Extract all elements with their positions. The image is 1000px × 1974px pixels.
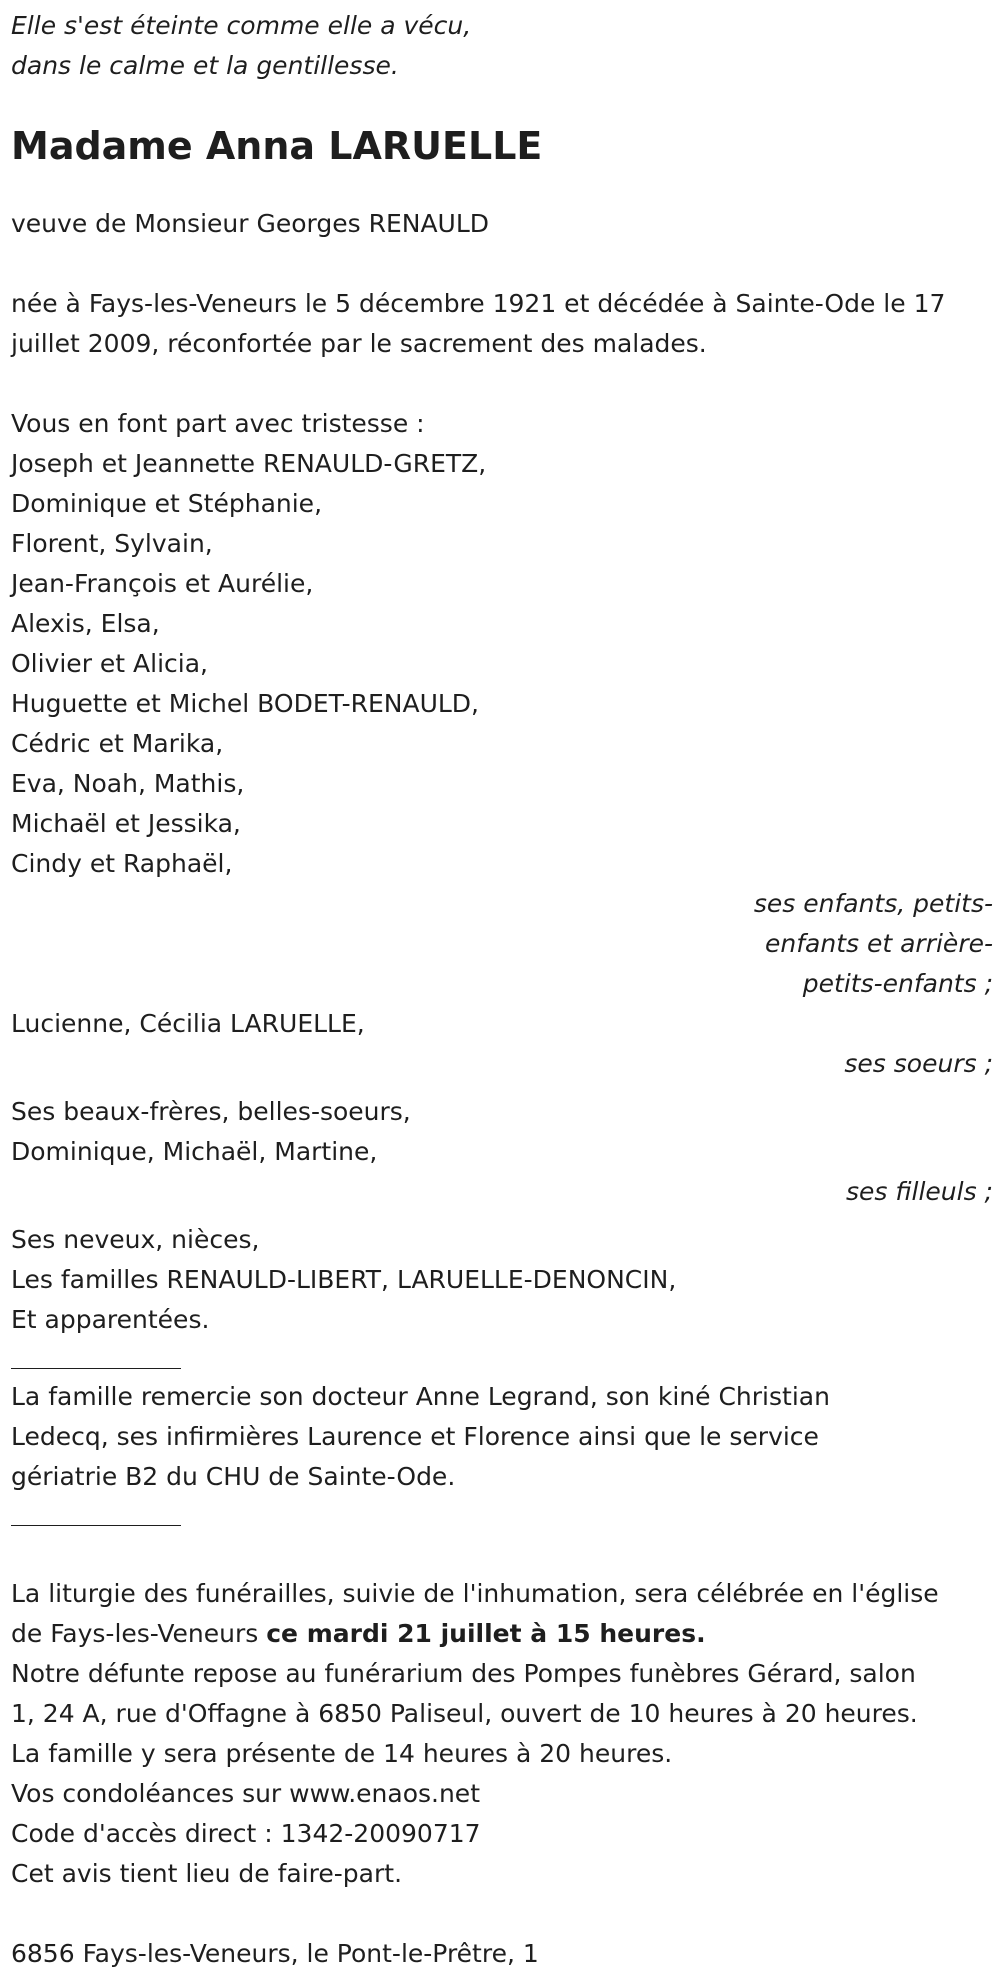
thanks-line: gériatrie B2 du CHU de Sainte-Ode. xyxy=(11,1462,456,1491)
funeral-date-time: ce mardi 21 juillet à 15 heures. xyxy=(266,1619,706,1648)
relation-line: ses enfants, petits- xyxy=(753,889,993,918)
detail-line: La famille y sera présente de 14 heures à 20 heures. xyxy=(11,1739,673,1768)
godchildren-relation: ses filleuls ; xyxy=(846,1177,993,1206)
access-code-line: Code d'accès direct : 1342-20090717 xyxy=(11,1819,481,1848)
widow-of: veuve de Monsieur Georges RENAULD xyxy=(11,209,490,238)
detail-line: Cet avis tient lieu de faire-part. xyxy=(11,1859,403,1888)
family-relation xyxy=(11,884,993,1004)
sisters: Lucienne, Cécilia LARUELLE, xyxy=(11,1009,365,1038)
birth-death-line-2: juillet 2009, réconfortée par le sacrement des malades. xyxy=(11,329,707,358)
funeral-line-1: La liturgie des funérailles, suivie de l'inhumation, sera célébrée en l'église xyxy=(11,1579,939,1608)
family-member: Michaël et Jessika, xyxy=(11,809,241,838)
condolences-line: Vos condoléances sur www.enaos.net xyxy=(11,1779,480,1808)
separator-rule xyxy=(11,1340,181,1369)
announcement-intro: Vous en font part avec tristesse : xyxy=(11,409,425,438)
family-member: Eva, Noah, Mathis, xyxy=(11,769,245,798)
birth-death-line-1: née à Fays-les-Veneurs le 5 décembre 1921 et décédée à Sainte-Ode le 17 xyxy=(11,289,946,318)
epitaph-line-2: dans le calme et la gentillesse. xyxy=(11,51,399,80)
relation-line: petits-enfants ; xyxy=(802,969,993,998)
detail-line: 1, 24 A, rue d'Offagne à 6850 Paliseul, ouvert de 10 heures à 20 heures. xyxy=(11,1699,918,1728)
other-relatives: Les familles RENAULD-LIBERT, LARUELLE-DENONCIN, xyxy=(11,1265,677,1294)
family-member: Joseph et Jeannette RENAULD-GRETZ, xyxy=(11,449,487,478)
family-list xyxy=(11,444,993,884)
thanks-line: La famille remercie son docteur Anne Legrand, son kiné Christian xyxy=(11,1382,830,1411)
family-member: Huguette et Michel BODET-RENAULD, xyxy=(11,689,480,718)
other-relatives: Ses neveux, nièces, xyxy=(11,1225,260,1254)
funeral-place: de Fays-les-Veneurs xyxy=(11,1619,267,1648)
sisters-relation: ses soeurs ; xyxy=(844,1049,993,1078)
family-member: Dominique et Stéphanie, xyxy=(11,489,323,518)
family-member: Olivier et Alicia, xyxy=(11,649,208,678)
deceased-name: Madame Anna LARUELLE xyxy=(11,124,543,168)
funeral-line-2 xyxy=(11,1614,993,1654)
family-member: Cédric et Marika, xyxy=(11,729,224,758)
family-member: Cindy et Raphaël, xyxy=(11,849,233,878)
epitaph-line-1: Elle s'est éteinte comme elle a vécu, xyxy=(11,11,472,40)
other-relatives: Et apparentées. xyxy=(11,1305,210,1334)
separator-rule xyxy=(11,1497,181,1526)
family-member: Alexis, Elsa, xyxy=(11,609,160,638)
godchildren: Dominique, Michaël, Martine, xyxy=(11,1137,378,1166)
relation-line: enfants et arrière- xyxy=(765,929,993,958)
address: 6856 Fays-les-Veneurs, le Pont-le-Prêtre, 1 xyxy=(11,1939,539,1968)
obituary-notice xyxy=(11,6,993,1974)
in-laws: Ses beaux-frères, belles-soeurs, xyxy=(11,1097,411,1126)
detail-line: Notre défunte repose au funérarium des Pompes funèbres Gérard, salon xyxy=(11,1659,916,1688)
thanks-line: Ledecq, ses infirmières Laurence et Florence ainsi que le service xyxy=(11,1422,819,1451)
family-member: Jean-François et Aurélie, xyxy=(11,569,314,598)
family-member: Florent, Sylvain, xyxy=(11,529,213,558)
